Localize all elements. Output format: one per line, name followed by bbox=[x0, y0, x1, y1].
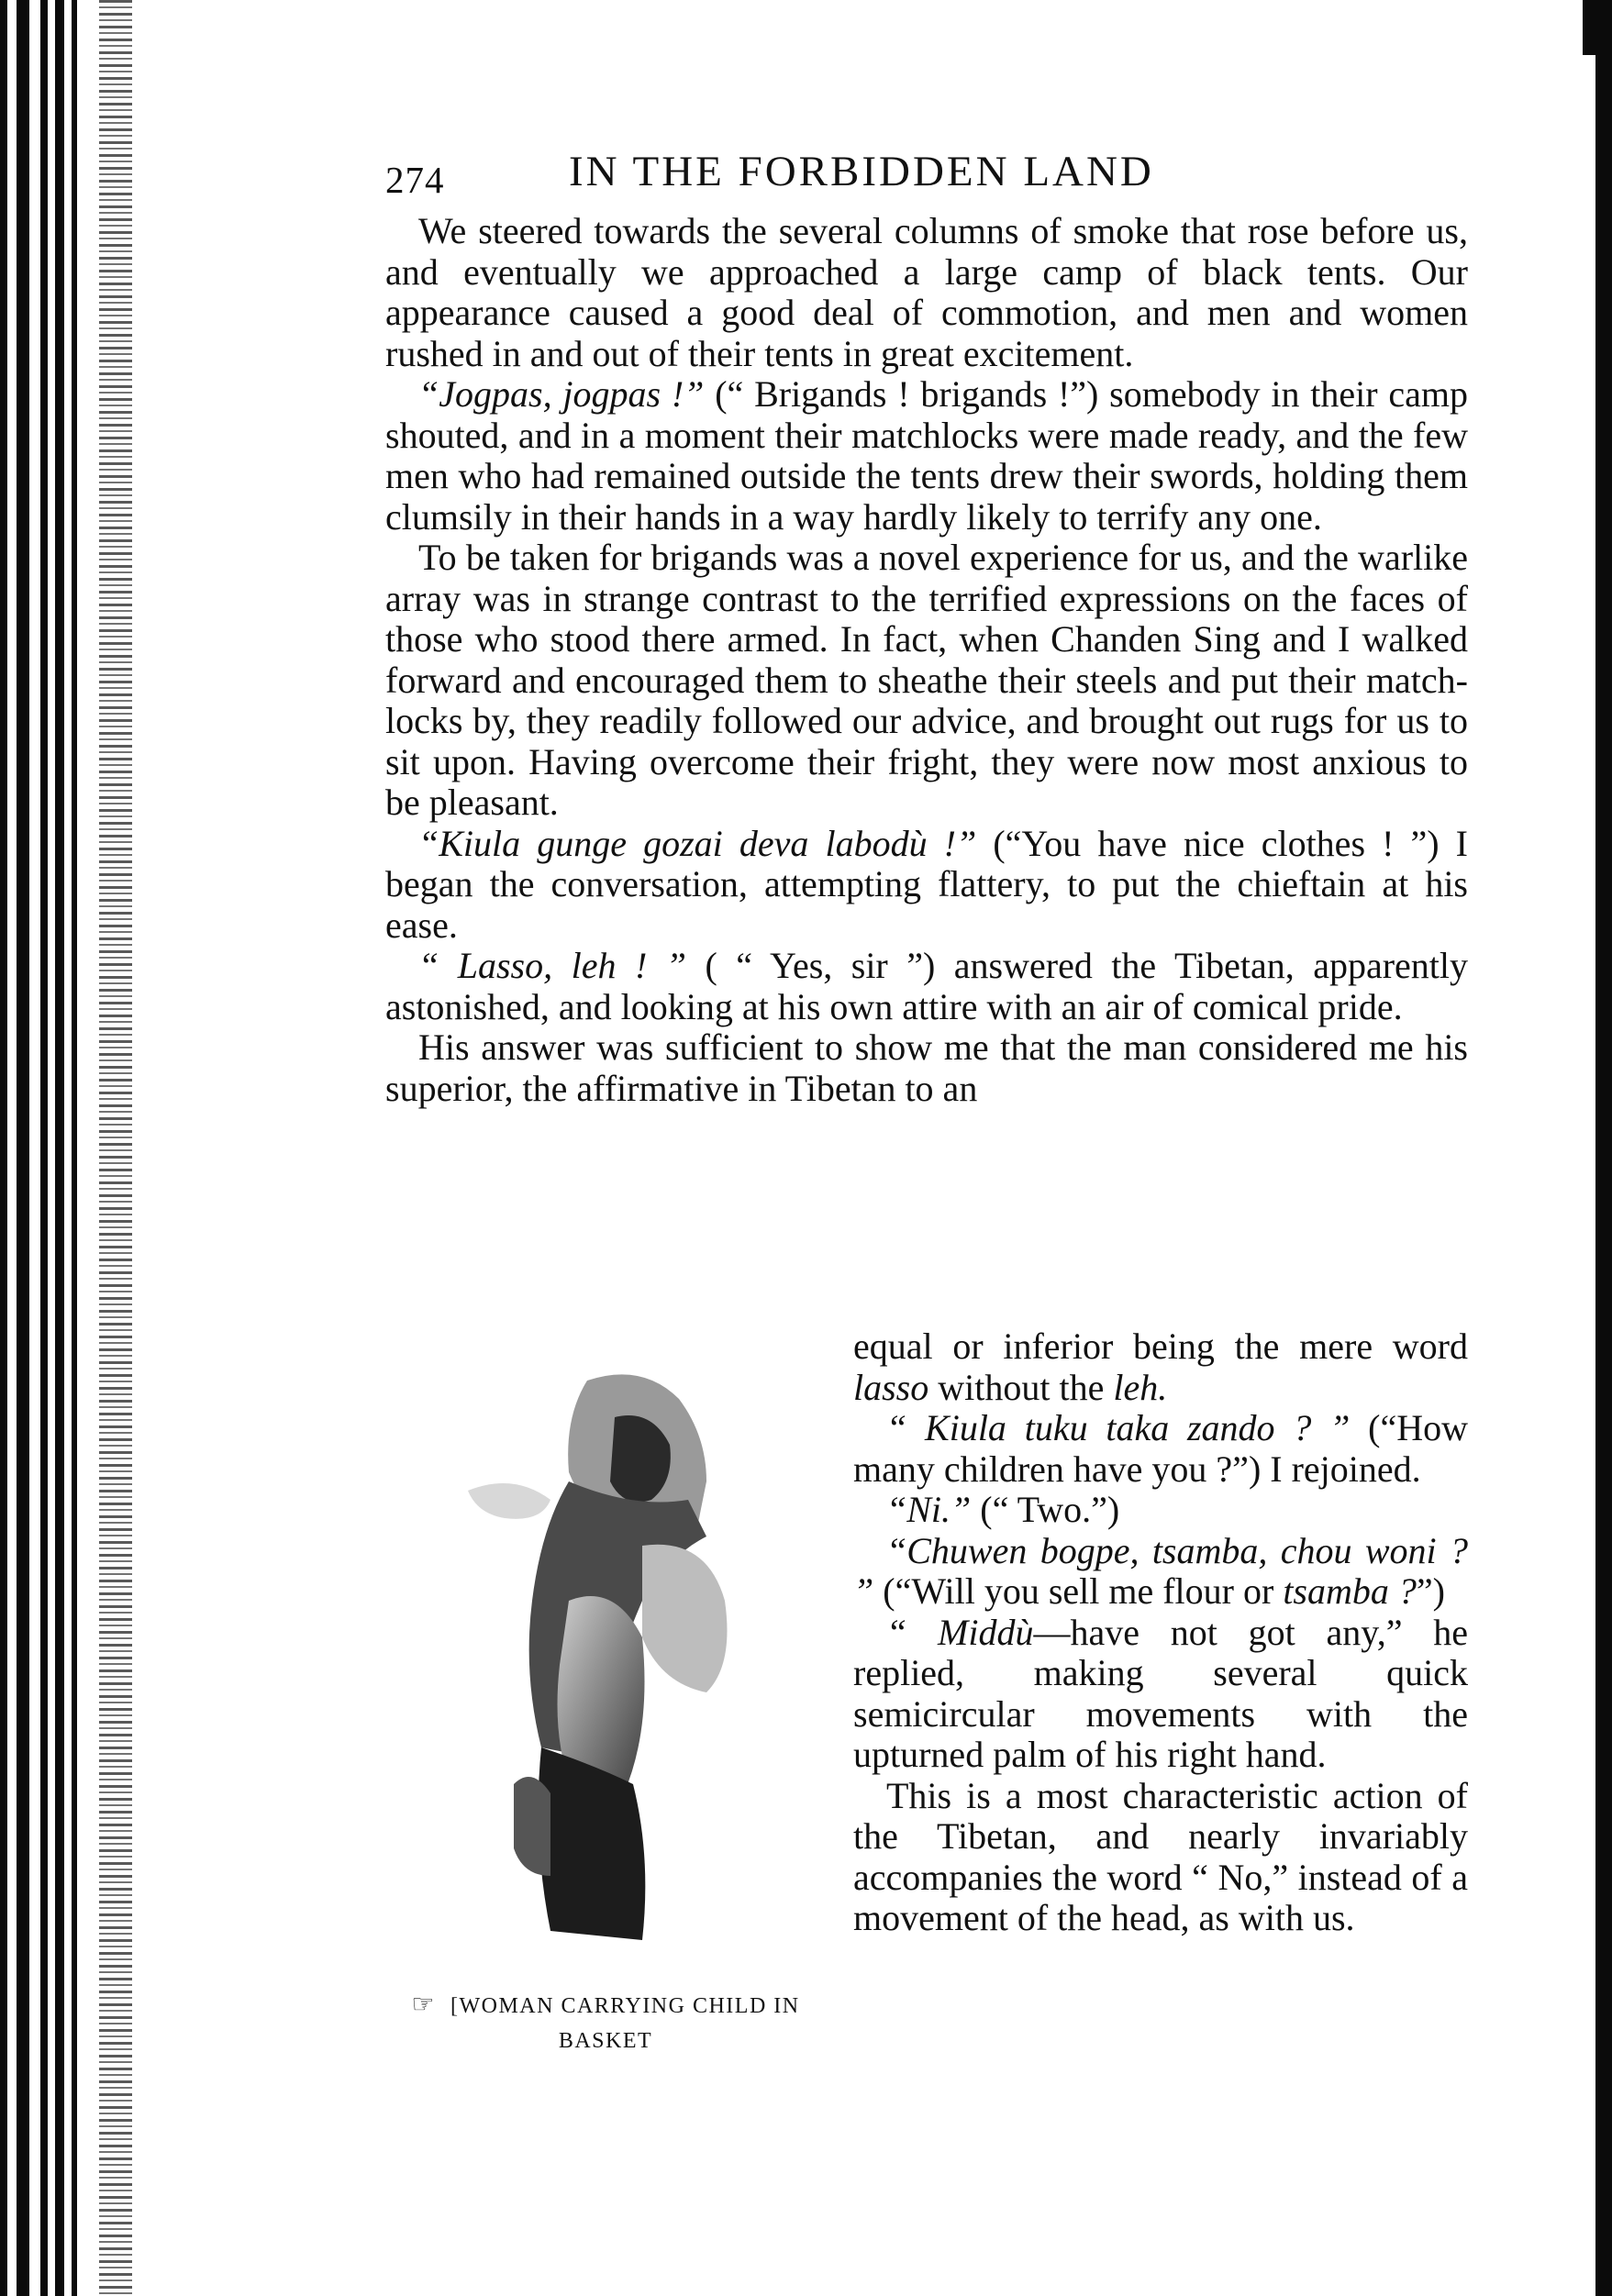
figure-caption bbox=[385, 1988, 826, 2058]
tibetan-phrase: “ Kiula tuku taka zando ? ” bbox=[886, 1407, 1351, 1448]
paragraph-2: “Jogpas, jogpas !” (“ Brigands ! brigands !”) somebody in their camp shouted, and in a moment their matchlocks were made ready, and the few men who had remained outside the tents drew their swords, holding them clumsily in their hands in a way hardly likely to terrify any one. bbox=[385, 373, 1468, 538]
paragraph-4: “Kiula gunge gozai deva labodù !” (“You have nice clothes ! ”) I began the conversation, attempting flattery, to put the chieftain at his ease. bbox=[385, 822, 1468, 946]
tibetan-phrase: “ Lasso, leh ! ” bbox=[418, 945, 687, 986]
book-page bbox=[385, 147, 1468, 1109]
scan-gutter bbox=[0, 0, 147, 2296]
paragraph-3: To be taken for brigands was a novel experience for us, and the warlike array was in strange contrast to the terrified expressions on the faces of those who stood there armed. In fact, when Chanden Sing and I walked forward and encouraged them to sheathe their steels and put their matchlocks by, they readily followed our advice, and brought out rugs for us to sit upon. Having overcome their fright, they were now most anxious to be pleasant. bbox=[385, 537, 1468, 823]
running-title: IN THE FORBIDDEN LAND bbox=[569, 148, 1154, 195]
scan-right-notch bbox=[1583, 0, 1595, 55]
paragraph-1: We steered towards the several columns of smoke that rose before us, and eventually we approached a large camp of black tents. Our appearance caused a good deal of commotion, and men and women rushed in and out of their tents in great excitement. bbox=[385, 210, 1468, 374]
paragraph-8: “Ni.” (“ Two.”) bbox=[886, 1489, 1120, 1530]
scan-right-edge bbox=[1595, 0, 1612, 2296]
pointing-hand-icon: ☞ bbox=[411, 1991, 436, 2019]
tibetan-phrase: “ Middù bbox=[886, 1611, 1034, 1653]
paragraph-6-continued: equal or inferior being the mere word lasso without the leh. bbox=[853, 1325, 1468, 1408]
paragraph-6: His answer was sufficient to show me that the man considered me his superior, the affirmative in Tibetan to an bbox=[385, 1026, 1468, 1109]
paragraph-7: “ Kiula tuku taka zando ? ” (“How many children have you ?”) I rejoined. bbox=[853, 1407, 1468, 1490]
caption-line-1: [WOMAN CARRYING CHILD IN bbox=[450, 1994, 800, 2018]
paragraph-11: This is a most characteristic action of the Tibetan, and nearly invariably accompanies the word “ No,” instead of a movement of the head, as with us. bbox=[853, 1774, 1468, 1938]
caption-line-2: BASKET bbox=[558, 2029, 653, 2053]
tibetan-phrase: “Chuwen bogpe, tsamba, chou woni ? ” bbox=[853, 1529, 1468, 1612]
tibetan-phrase: “Kiula gunge gozai deva labodù !” bbox=[418, 822, 977, 864]
woman-carrying-child-photo bbox=[431, 1362, 798, 1986]
tibetan-phrase: “Ni.” bbox=[886, 1489, 972, 1530]
paragraph-9: “Chuwen bogpe, tsamba, chou woni ? ” (“Will you sell me flour or tsamba ?”) bbox=[853, 1529, 1468, 1612]
page-number: 274 bbox=[385, 159, 445, 201]
paragraph-10: “ Middù—have not got any,” he replied, making several quick semicircular movements with the upturned palm of his right hand. bbox=[853, 1611, 1468, 1775]
running-header bbox=[385, 147, 1468, 211]
illustration bbox=[385, 1307, 853, 2151]
paragraph-5: “ Lasso, leh ! ” ( “ Yes, sir ”) answered the Tibetan, apparently astonished, and looking at his own attire with an air of comical pride. bbox=[385, 945, 1469, 1027]
right-column-text bbox=[853, 1326, 1468, 1939]
tibetan-phrase: “Jogpas, jogpas !” bbox=[418, 373, 705, 415]
